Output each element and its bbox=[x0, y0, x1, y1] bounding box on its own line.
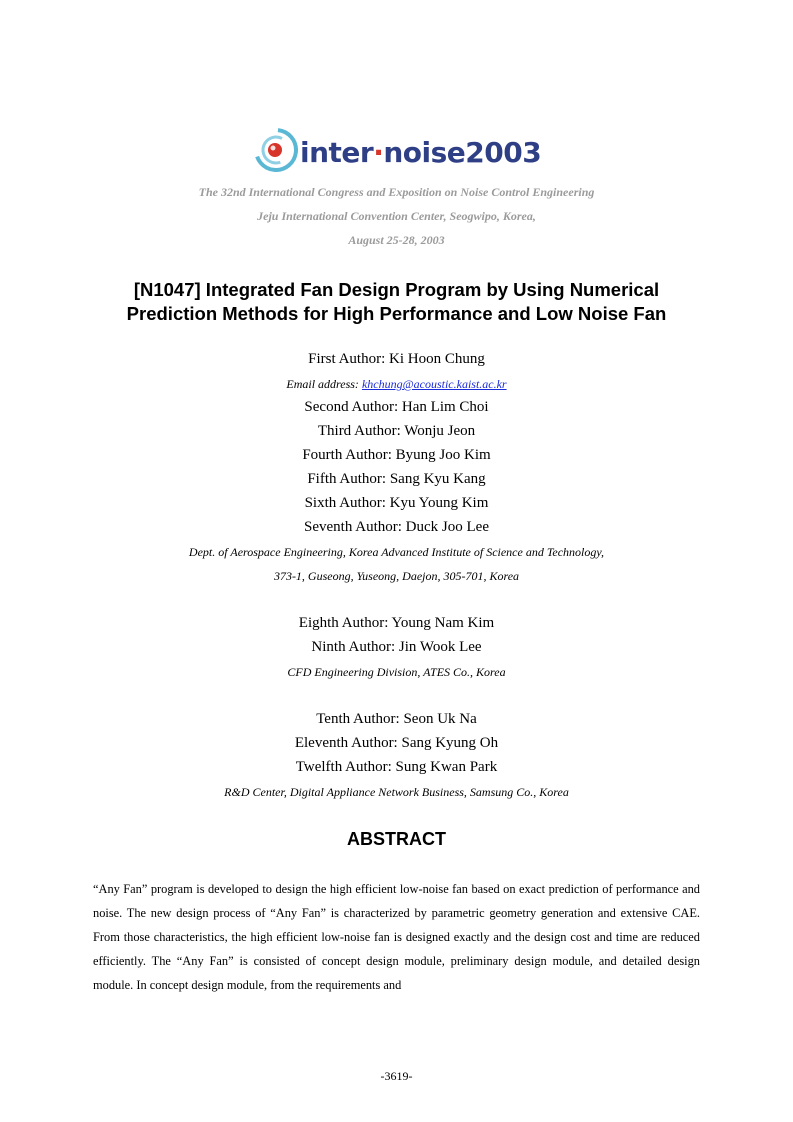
abstract-body: “Any Fan” program is developed to design the high efficient low-noise fan based on exact prediction of performance and noise. The new design process of “Any Fan” is characterized by parametric geometry generation and extensive CAE. From those characteristics, the high efficient low-noise fan is designed exactly and the design cost and time are reduced efficiently. The “Any Fan” is consisted of concept design module, preliminary design module, and detailed design module. In concept design module, from the requirements and bbox=[93, 882, 700, 992]
email-label: Email address: bbox=[286, 377, 362, 391]
author-ninth: Ninth Author: Jin Wook Lee bbox=[311, 639, 482, 655]
author-eleventh: Eleventh Author: Sang Kyung Oh bbox=[294, 735, 499, 751]
author-second: Second Author: Han Lim Choi bbox=[304, 399, 489, 415]
logo-text bbox=[300, 136, 541, 169]
author-eighth: Eighth Author: Young Nam Kim bbox=[298, 615, 495, 631]
author-third: Third Author: Wonju Jeon bbox=[317, 423, 476, 439]
logo-text-part1: inter bbox=[300, 135, 374, 169]
swirl-logo-icon bbox=[254, 128, 298, 172]
author-twelfth: Twelfth Author: Sung Kwan Park bbox=[295, 759, 498, 775]
email-link[interactable]: khchung@acoustic.kaist.ac.kr bbox=[361, 377, 507, 391]
paper-title bbox=[60, 278, 733, 326]
affiliation-samsung: R&D Center, Digital Appliance Network Business, Samsung Co., Korea bbox=[224, 785, 569, 799]
page-number: -3619- bbox=[380, 1069, 413, 1083]
author-seventh: Seventh Author: Duck Joo Lee bbox=[304, 519, 489, 535]
author-sixth: Sixth Author: Kyu Young Kim bbox=[304, 495, 489, 511]
email-line bbox=[0, 377, 793, 392]
affiliation-kaist-line1: Dept. of Aerospace Engineering, Korea Advanced Institute of Science and Technology, bbox=[188, 545, 605, 559]
affiliation-ates: CFD Engineering Division, ATES Co., Korea bbox=[287, 665, 506, 679]
logo-text-part2: noise2003 bbox=[383, 135, 542, 169]
logo-separator: · bbox=[373, 135, 384, 169]
conference-logo bbox=[254, 120, 544, 180]
author-first: First Author: Ki Hoon Chung bbox=[308, 351, 485, 367]
conference-venue: Jeju International Convention Center, Seogwipo, Korea, bbox=[257, 209, 536, 223]
author-tenth: Tenth Author: Seon Uk Na bbox=[316, 711, 477, 727]
conference-dates: August 25-28, 2003 bbox=[348, 233, 445, 247]
affiliation-kaist-line2: 373-1, Guseong, Yuseong, Daejon, 305-701, Korea bbox=[273, 569, 520, 583]
author-fifth: Fifth Author: Sang Kyu Kang bbox=[307, 471, 486, 487]
paper-title-line2: Prediction Methods for High Performance and Low Noise Fan bbox=[126, 303, 667, 324]
paper-title-line1: [N1047] Integrated Fan Design Program by Using Numerical bbox=[133, 279, 660, 300]
abstract-heading: ABSTRACT bbox=[347, 829, 446, 849]
author-fourth: Fourth Author: Byung Joo Kim bbox=[302, 447, 491, 463]
conference-name: The 32nd International Congress and Exposition on Noise Control Engineering bbox=[198, 185, 595, 199]
